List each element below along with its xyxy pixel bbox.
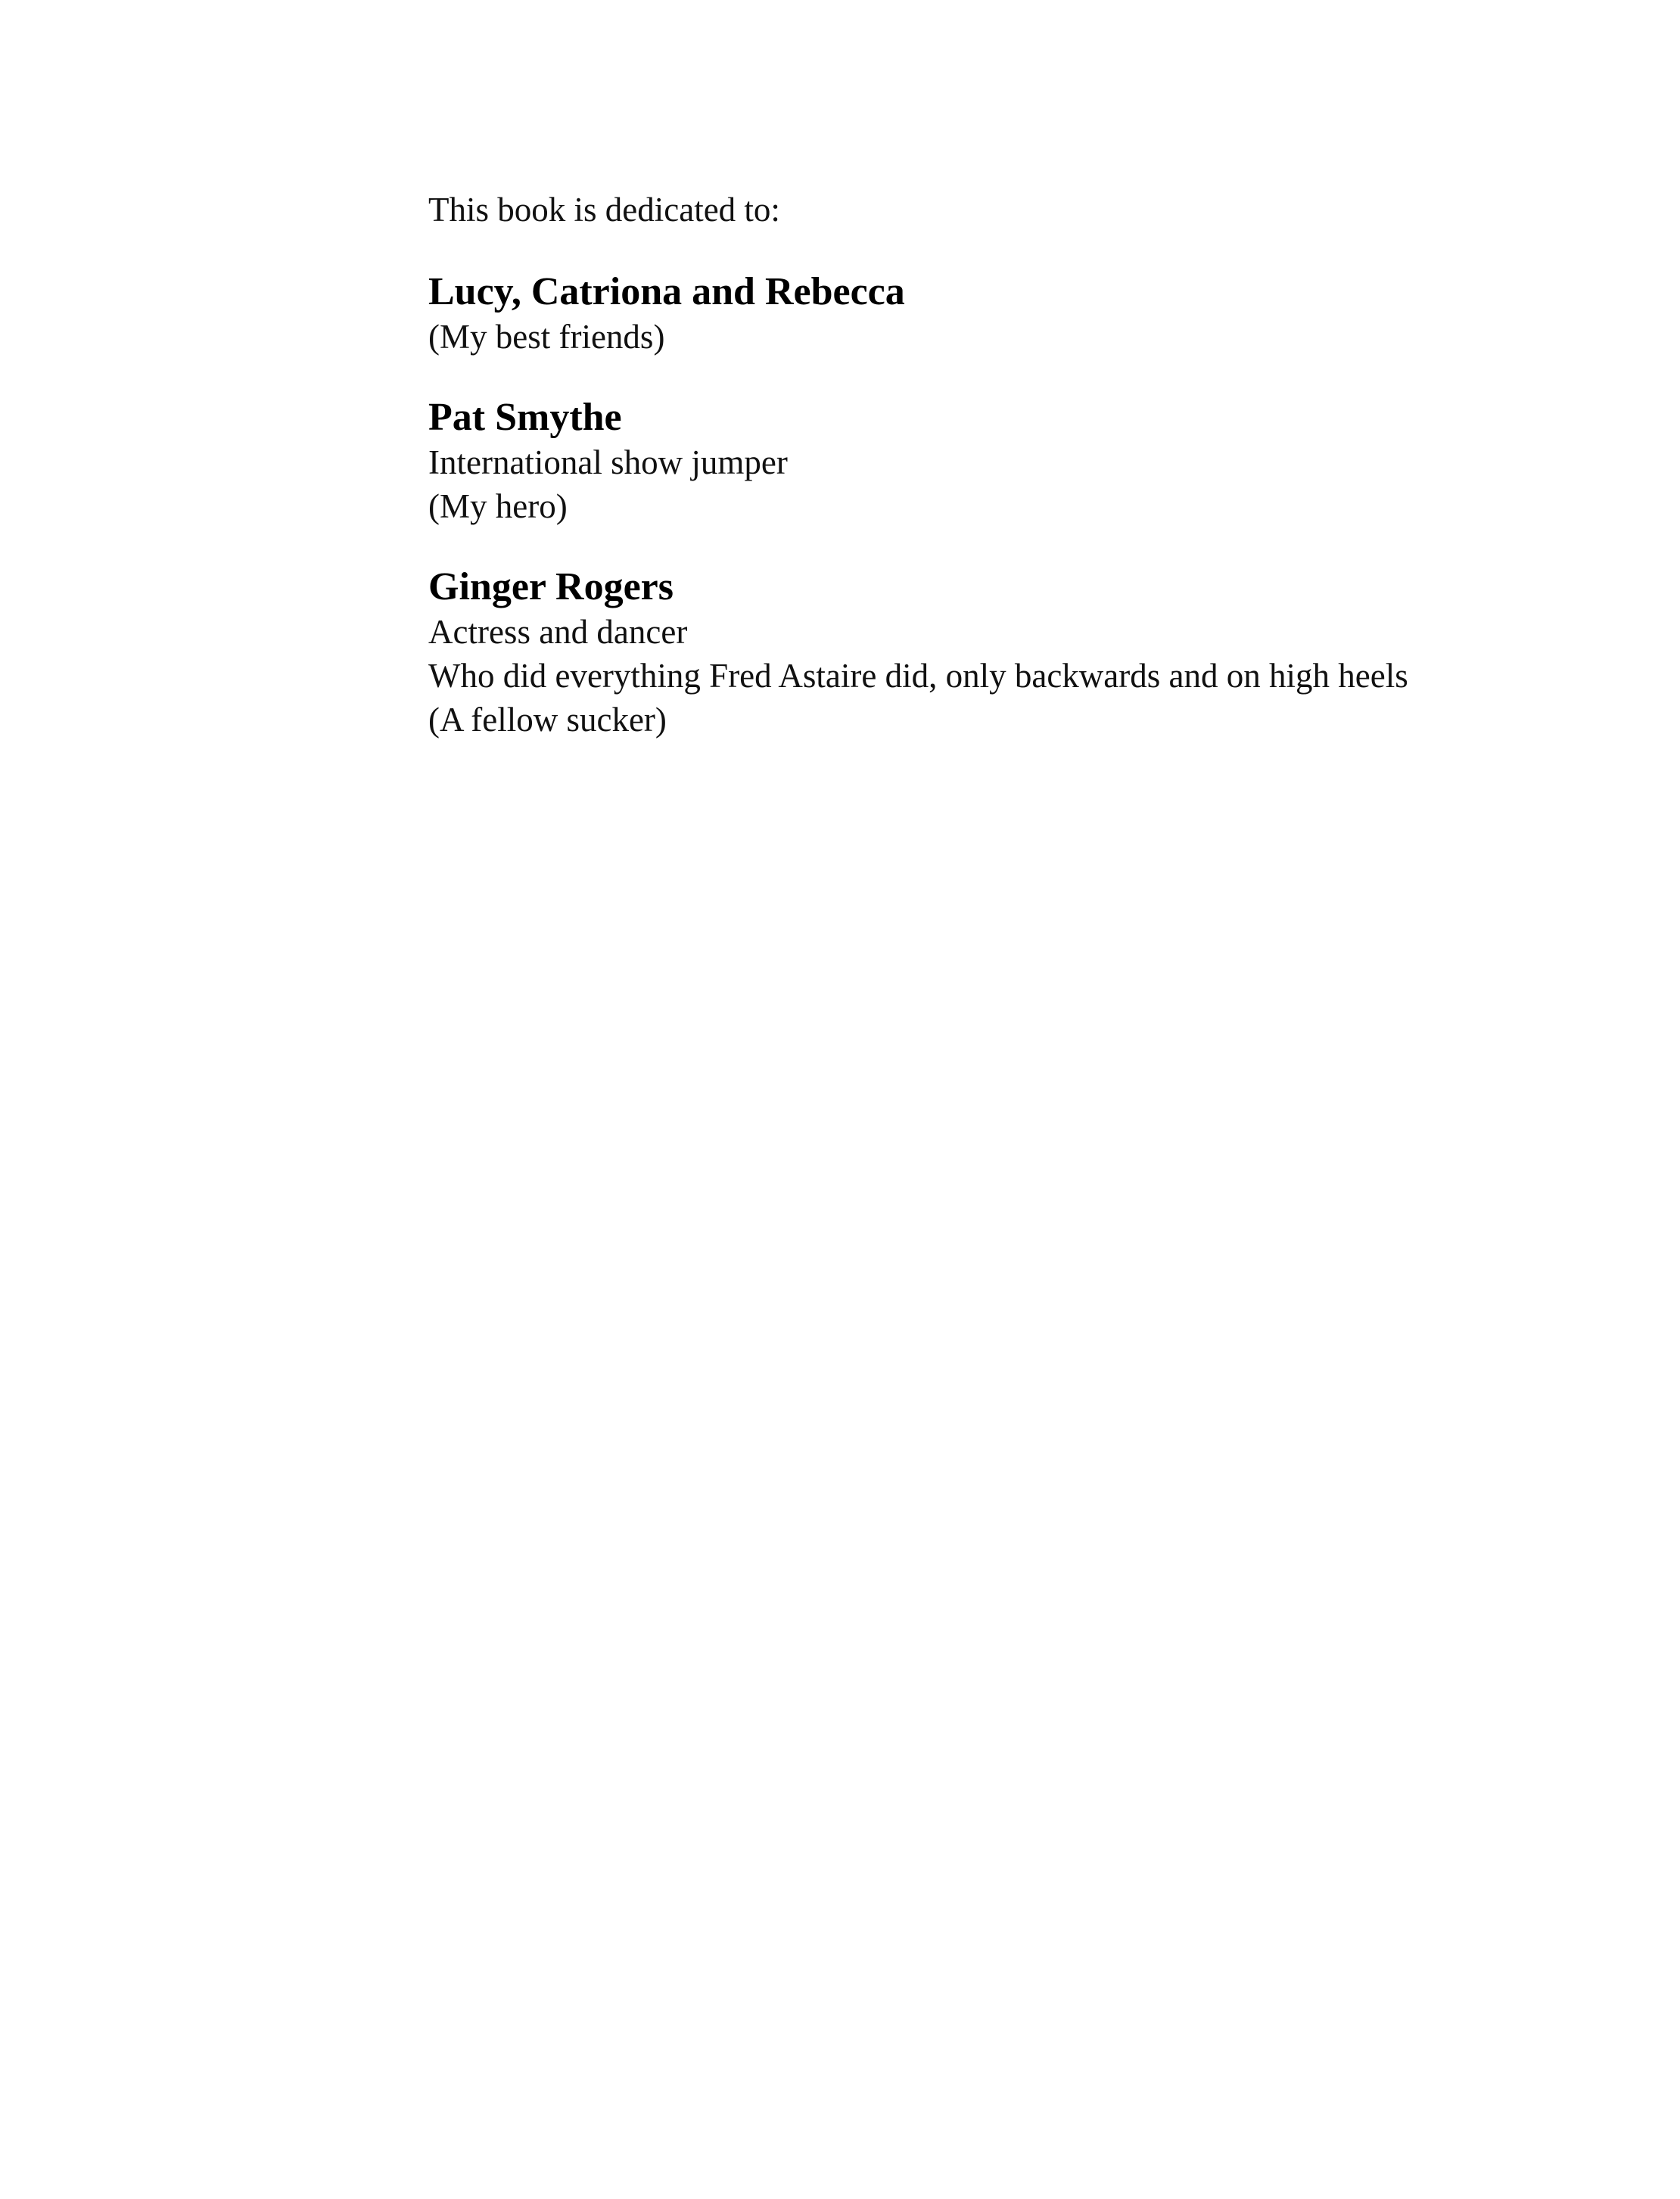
dedication-block xyxy=(428,188,1609,778)
dedicatee-note: (My best friends) xyxy=(428,318,665,356)
dedication-entry xyxy=(428,395,1609,528)
dedicatee-description: Actress and dancer xyxy=(428,613,688,651)
dedication-entry xyxy=(428,565,1609,742)
dedicatee-note: (A fellow sucker) xyxy=(428,701,667,739)
dedication-intro: This book is dedicated to: xyxy=(428,191,780,229)
dedicatee-note: (My hero) xyxy=(428,487,568,525)
dedicatee-name: Lucy, Catriona and Rebecca xyxy=(428,270,905,313)
dedicatee-name: Pat Smythe xyxy=(428,396,622,439)
dedicatee-description: International show jumper xyxy=(428,443,788,481)
dedication-entry xyxy=(428,269,1609,359)
dedicatee-name: Ginger Rogers xyxy=(428,565,674,608)
dedicatee-description: Who did everything Fred Astaire did, only backwards and on high heels xyxy=(428,657,1408,695)
